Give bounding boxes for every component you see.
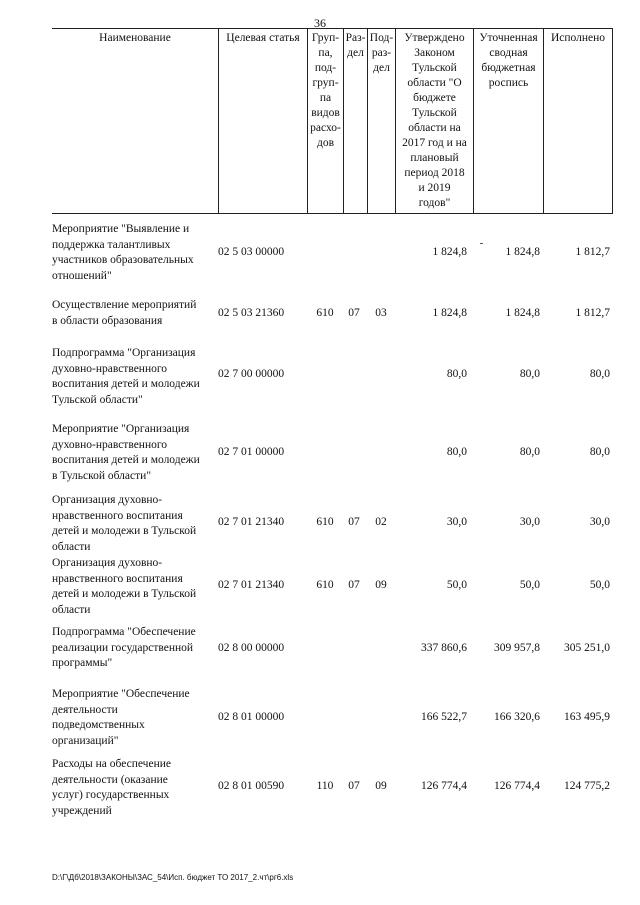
table-row [52, 422, 613, 486]
row-code: 02 8 01 00000 [218, 711, 285, 723]
row-refined: 1 824,8 [505, 307, 540, 319]
row-group: 610 [316, 307, 334, 319]
row-code: 02 7 01 00000 [218, 446, 285, 458]
row-approved: 80,0 [446, 446, 467, 458]
row-approved: 1 824,8 [432, 307, 467, 319]
row-name: Организация духовно- нравственного воспитания детей и молодежи в Тульской области [52, 557, 197, 616]
row-code: 02 7 00 00000 [218, 368, 285, 380]
row-name: Подпрограмма "Организация духовно-нравственного воспитания детей и молодежи Тульской области" [52, 347, 200, 406]
row-executed: 305 251,0 [564, 642, 610, 654]
header-razdel: Раз- дел [343, 29, 367, 213]
row-group: 110 [316, 780, 334, 792]
table-row [52, 298, 613, 330]
table-row [52, 346, 613, 410]
row-refined: 1 824,8 [505, 246, 540, 258]
table-row [52, 222, 613, 286]
table-row [52, 493, 613, 555]
row-name: Мероприятие "Выявление и поддержка талантливых участников образовательных отношений" [52, 223, 194, 282]
row-executed: 163 495,9 [564, 711, 610, 723]
table-row [52, 556, 613, 618]
row-approved: 1 824,8 [432, 246, 467, 258]
row-executed: 30,0 [589, 516, 610, 528]
row-razdel: 07 [348, 579, 360, 591]
row-code: 02 7 01 21340 [218, 516, 285, 528]
row-refined: 166 320,6 [494, 711, 540, 723]
table-row [52, 625, 613, 673]
header-podrazdel: Под- раз- дел [367, 29, 395, 213]
row-refined: 80,0 [519, 446, 540, 458]
row-podrazdel: 09 [375, 579, 387, 591]
row-executed: 1 812,7 [575, 307, 610, 319]
header-target: Целевая статья [218, 29, 307, 213]
header-approved: Утверждено Законом Тульской области "О бюджете Тульской области на 2017 год и на плановый период 2018 и 2019 годов" [395, 29, 473, 213]
row-podrazdel: 09 [375, 780, 387, 792]
header-name: Наименование [99, 32, 171, 44]
row-razdel: 07 [348, 516, 360, 528]
header-executed: Исполнено [543, 29, 613, 213]
row-executed: 1 812,7 [575, 246, 610, 258]
row-code: 02 5 03 00000 [218, 246, 285, 258]
row-executed: 80,0 [589, 446, 610, 458]
row-refined: 50,0 [519, 579, 540, 591]
row-code: 02 8 00 00000 [218, 642, 285, 654]
row-approved: 166 522,7 [421, 711, 467, 723]
file-path-footer: D:\Г\Дб\2018\ЗАКОНЫ\ЗАС_54\Исп. бюджет ТО 2017_2.чт\рг6.xls [52, 873, 294, 882]
row-refined: 309 957,8 [494, 642, 540, 654]
row-code: 02 8 01 00590 [218, 780, 285, 792]
row-executed: 80,0 [589, 368, 610, 380]
row-group: 610 [316, 516, 334, 528]
header-refined: Уточненная сводная бюджетная роспись [473, 29, 543, 213]
table-row [52, 757, 613, 821]
row-approved: 126 774,4 [421, 780, 467, 792]
row-name: Мероприятие "Организация духовно-нравственного воспитания детей и молодежи в Тульской области" [52, 423, 200, 482]
row-name: Расходы на обеспечение деятельности (оказание услуг) государственных учреждений [52, 758, 171, 817]
row-razdel: 07 [348, 307, 360, 319]
row-code: 02 5 03 21360 [218, 307, 285, 319]
row-approved: 50,0 [446, 579, 467, 591]
row-approved: 30,0 [446, 516, 467, 528]
row-podrazdel: 03 [375, 307, 387, 319]
row-executed: 124 775,2 [564, 780, 610, 792]
row-name: Организация духовно- нравственного воспитания детей и молодежи в Тульской области [52, 494, 197, 553]
row-approved: 80,0 [446, 368, 467, 380]
row-refined: 80,0 [519, 368, 540, 380]
row-approved: 337 860,6 [421, 642, 467, 654]
row-razdel: 07 [348, 780, 360, 792]
row-name: Осуществление мероприятий в области образования [52, 299, 197, 327]
row-name: Подпрограмма "Обеспечение реализации государственной программы" [52, 626, 196, 670]
header-group: Груп- па, под- груп- па видов расхо- дов [307, 29, 343, 213]
row-refined: 126 774,4 [494, 780, 540, 792]
page-number: 36 [314, 16, 326, 30]
row-code: 02 7 01 21340 [218, 579, 285, 591]
table-header [52, 28, 613, 214]
row-group: 610 [316, 579, 334, 591]
row-podrazdel: 02 [375, 516, 387, 528]
row-name: Мероприятие "Обеспечение деятельности подведомственных организаций" [52, 688, 190, 747]
table-row [52, 687, 613, 751]
row-refined: 30,0 [519, 516, 540, 528]
row-executed: 50,0 [589, 579, 610, 591]
